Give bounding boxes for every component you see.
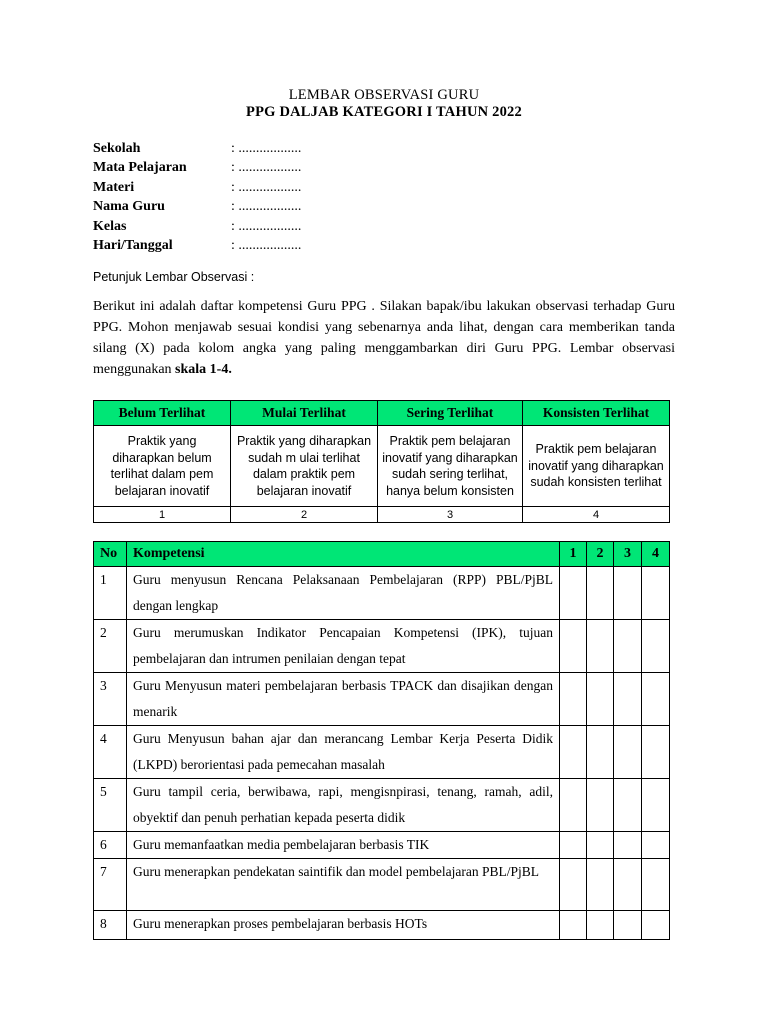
identity-row-mata-pelajaran bbox=[93, 158, 301, 177]
row-number: 2 bbox=[94, 620, 127, 673]
score-cell-1[interactable] bbox=[560, 779, 587, 832]
score-cell-3[interactable] bbox=[614, 726, 642, 779]
document-title: LEMBAR OBSERVASI GURU bbox=[288, 87, 480, 103]
identity-fields bbox=[93, 139, 301, 255]
score-cell-2[interactable] bbox=[587, 779, 614, 832]
scale-description: Praktik pem belajaran inovatif yang diharapkan sudah sering terlihat, hanya belum konsisten bbox=[378, 426, 523, 507]
identity-row-sekolah bbox=[93, 139, 301, 158]
score-cell-2[interactable] bbox=[587, 620, 614, 673]
field-blank[interactable]: : .................. bbox=[231, 218, 302, 234]
column-header-no: No bbox=[94, 542, 127, 567]
table-row bbox=[94, 673, 670, 726]
scale-description-row bbox=[94, 426, 670, 507]
field-label: Hari/Tanggal bbox=[93, 237, 173, 253]
column-header-score-1: 1 bbox=[560, 542, 587, 567]
competency-text: Guru menerapkan pendekatan saintifik dan model pembelajaran PBL/PjBL bbox=[127, 859, 560, 911]
document-subtitle: PPG DALJAB KATEGORI I TAHUN 2022 bbox=[246, 104, 522, 120]
score-cell-2[interactable] bbox=[587, 832, 614, 859]
identity-row-kelas bbox=[93, 217, 301, 236]
instructions-text: Berikut ini adalah daftar kompetensi Guru PPG . Silakan bapak/ibu lakukan observasi terhadap Guru PPG. Mohon menjawab sesuai kondisi yang sebenarnya anda lihat, dengan cara memberikan tanda silang (X) pada kolom angka yang paling menggambarkan diri Guru PPG. Lembar observasi menggunakan bbox=[93, 299, 675, 377]
score-cell-3[interactable] bbox=[614, 779, 642, 832]
score-cell-2[interactable] bbox=[587, 726, 614, 779]
competency-text: Guru menerapkan proses pembelajaran berbasis HOTs bbox=[127, 911, 560, 940]
column-header-kompetensi: Kompetensi bbox=[127, 542, 560, 567]
score-cell-3[interactable] bbox=[614, 673, 642, 726]
scale-header: Konsisten Terlihat bbox=[523, 401, 670, 426]
field-label: Materi bbox=[93, 179, 135, 195]
row-number: 8 bbox=[94, 911, 127, 940]
score-cell-4[interactable] bbox=[642, 779, 670, 832]
score-cell-3[interactable] bbox=[614, 620, 642, 673]
instructions-heading: Petunjuk Lembar Observasi : bbox=[93, 270, 255, 284]
score-cell-4[interactable] bbox=[642, 620, 670, 673]
scale-header-row bbox=[94, 401, 670, 426]
score-cell-4[interactable] bbox=[642, 567, 670, 620]
score-cell-2[interactable] bbox=[587, 859, 614, 911]
score-cell-3[interactable] bbox=[614, 911, 642, 940]
field-blank[interactable]: : .................. bbox=[231, 179, 302, 195]
table-row bbox=[94, 726, 670, 779]
table-row bbox=[94, 567, 670, 620]
column-header-score-3: 3 bbox=[614, 542, 642, 567]
instructions-scale-note: skala 1-4. bbox=[175, 362, 232, 377]
scale-number: 4 bbox=[523, 507, 670, 523]
field-blank[interactable]: : .................. bbox=[231, 141, 302, 156]
competency-text: Guru memanfaatkan media pembelajaran berbasis TIK bbox=[127, 832, 560, 859]
identity-row-materi bbox=[93, 178, 301, 197]
scale-header: Mulai Terlihat bbox=[231, 401, 378, 426]
row-number: 1 bbox=[94, 567, 127, 620]
competency-text: Guru tampil ceria, berwibawa, rapi, mengisnpirasi, tenang, ramah, adil, obyektif dan penuh perhatian kepada peserta didik bbox=[127, 779, 560, 832]
table-row bbox=[94, 620, 670, 673]
scale-legend-table bbox=[93, 400, 670, 523]
scale-description: Praktik yang diharapkan sudah m ulai terlihat dalam praktik pem belajaran inovatif bbox=[231, 426, 378, 507]
score-cell-2[interactable] bbox=[587, 673, 614, 726]
scale-header: Sering Terlihat bbox=[378, 401, 523, 426]
scale-number: 1 bbox=[94, 507, 231, 523]
column-header-score-4: 4 bbox=[642, 542, 670, 567]
scale-number-row bbox=[94, 507, 670, 523]
field-blank[interactable]: : .................. bbox=[231, 160, 302, 176]
score-cell-3[interactable] bbox=[614, 567, 642, 620]
score-cell-4[interactable] bbox=[642, 832, 670, 859]
table-row bbox=[94, 779, 670, 832]
field-blank[interactable]: : .................. bbox=[231, 237, 302, 253]
score-cell-1[interactable] bbox=[560, 567, 587, 620]
row-number: 3 bbox=[94, 673, 127, 726]
field-blank[interactable]: : .................. bbox=[231, 199, 302, 215]
field-label: Sekolah bbox=[93, 141, 141, 156]
score-cell-4[interactable] bbox=[642, 726, 670, 779]
scale-number: 2 bbox=[231, 507, 378, 523]
instructions-paragraph bbox=[93, 296, 675, 380]
row-number: 7 bbox=[94, 859, 127, 911]
score-cell-2[interactable] bbox=[587, 567, 614, 620]
score-cell-1[interactable] bbox=[560, 620, 587, 673]
competency-header-row bbox=[94, 542, 670, 567]
row-number: 6 bbox=[94, 832, 127, 859]
competency-text: Guru Menyusun bahan ajar dan merancang Lembar Kerja Peserta Didik (LKPD) berorientasi pada pemecahan masalah bbox=[127, 726, 560, 779]
table-row bbox=[94, 832, 670, 859]
score-cell-3[interactable] bbox=[614, 859, 642, 911]
scale-header: Belum Terlihat bbox=[94, 401, 231, 426]
table-row bbox=[94, 911, 670, 940]
competency-table bbox=[93, 541, 670, 940]
row-number: 4 bbox=[94, 726, 127, 779]
field-label: Mata Pelajaran bbox=[93, 160, 187, 176]
score-cell-1[interactable] bbox=[560, 911, 587, 940]
competency-text: Guru merumuskan Indikator Pencapaian Kompetensi (IPK), tujuan pembelajaran dan intrumen penilaian dengan tepat bbox=[127, 620, 560, 673]
column-header-score-2: 2 bbox=[587, 542, 614, 567]
identity-row-nama-guru bbox=[93, 197, 301, 216]
field-label: Nama Guru bbox=[93, 199, 165, 215]
score-cell-1[interactable] bbox=[560, 726, 587, 779]
score-cell-4[interactable] bbox=[642, 859, 670, 911]
scale-description: Praktik pem belajaran inovatif yang diharapkan sudah konsisten terlihat bbox=[523, 426, 670, 507]
score-cell-3[interactable] bbox=[614, 832, 642, 859]
score-cell-1[interactable] bbox=[560, 859, 587, 911]
score-cell-4[interactable] bbox=[642, 911, 670, 940]
table-row bbox=[94, 859, 670, 911]
score-cell-4[interactable] bbox=[642, 673, 670, 726]
identity-row-hari-tanggal bbox=[93, 236, 301, 255]
scale-number: 3 bbox=[378, 507, 523, 523]
row-number: 5 bbox=[94, 779, 127, 832]
competency-text: Guru menyusun Rencana Pelaksanaan Pembelajaran (RPP) PBL/PjBL dengan lengkap bbox=[127, 567, 560, 620]
competency-text: Guru Menyusun materi pembelajaran berbasis TPACK dan disajikan dengan menarik bbox=[127, 673, 560, 726]
scale-description: Praktik yang diharapkan belum terlihat dalam pem belajaran inovatif bbox=[94, 426, 231, 507]
field-label: Kelas bbox=[93, 218, 127, 234]
score-cell-2[interactable] bbox=[587, 911, 614, 940]
score-cell-1[interactable] bbox=[560, 832, 587, 859]
score-cell-1[interactable] bbox=[560, 673, 587, 726]
